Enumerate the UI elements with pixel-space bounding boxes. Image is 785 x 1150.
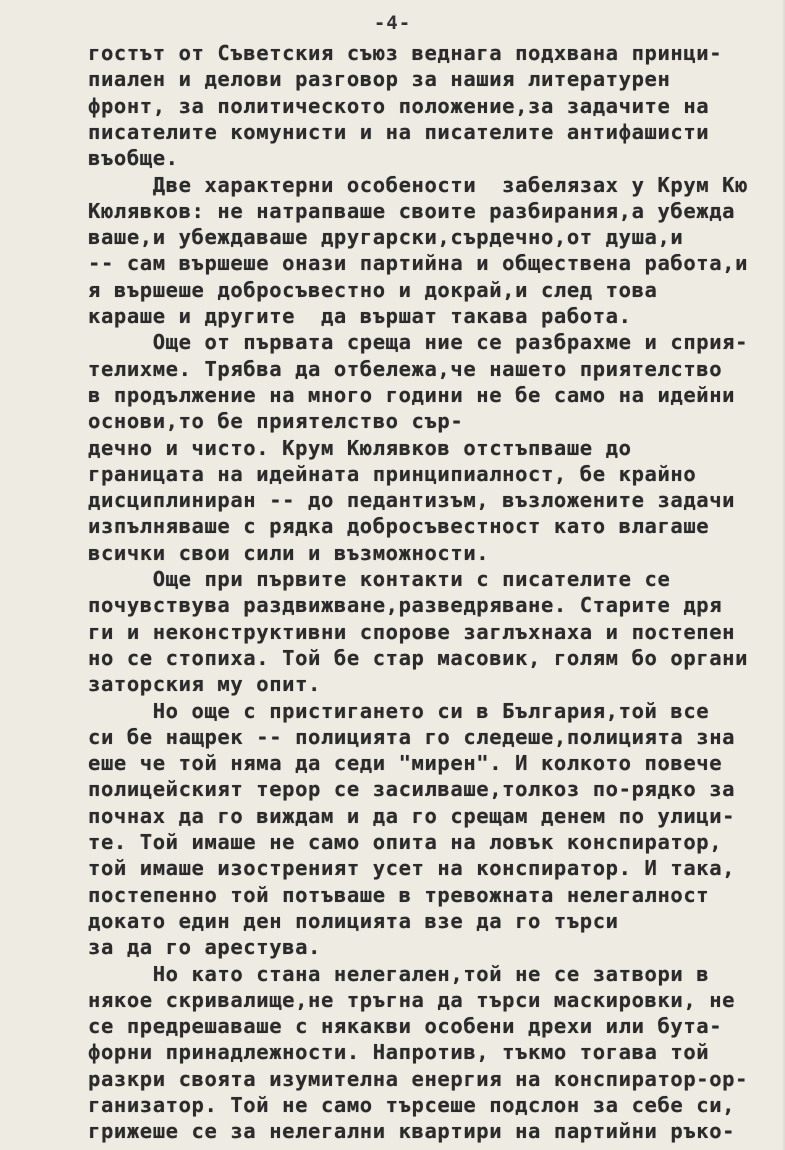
text-line: въобще. <box>88 146 179 170</box>
text-line: Но още с пристигането си в България,той все <box>88 699 710 723</box>
text-line: Още от първата среща ние се разбрахме и сприя- <box>88 330 749 354</box>
text-line: гостът от Съветския съюз веднага подхвана принци- <box>88 41 723 65</box>
text-line: телихме. Трябва да отбележа,че нашето приятелство <box>88 357 723 381</box>
text-line: той имаше изостреният усет на конспиратор. И така, <box>88 856 736 880</box>
text-line: границата на идейната принципиалност, бе крайно <box>88 462 697 486</box>
text-line: Две характерни особености забелязах у Крум Кю <box>88 173 749 197</box>
text-line: постепенно той потъваше в тревожната нелегалност <box>88 883 710 907</box>
text-line: разкри своята изумителна енергия на конспиратор-ор- <box>88 1067 749 1091</box>
page-number: -4- <box>373 12 412 34</box>
text-line: караше и другите да вършат такава работа. <box>88 304 632 328</box>
text-line: писателите комунисти и на писателите антифашисти <box>88 120 710 144</box>
text-line: докато един ден полицията взе да го търси <box>88 909 619 933</box>
text-line: полицейският терор се засилваше,толкоз по-рядко за <box>88 777 736 801</box>
text-line: всички свои сили и възможности. <box>88 541 490 565</box>
text-line: дисциплиниран -- до педантизъм, възложените задачи <box>88 488 736 512</box>
text-line: Още при първите контакти с писателите се <box>88 567 671 591</box>
text-line: я вършеше добросъвестно и докрай,и след това <box>88 278 658 302</box>
text-line: основи,то бе приятелство сър- <box>88 409 464 433</box>
text-line: почувствува раздвижване,разведряване. Старите дря <box>88 593 723 617</box>
text-line: но се стопиха. Той бе стар масовик, голям бо органи <box>88 646 749 670</box>
text-line: Кюлявков: не натрапваше своите разбирания,а убежда <box>88 199 736 223</box>
text-line: ваше,и убеждаваше другарски,сърдечно,от душа,и <box>88 225 684 249</box>
text-line: -- сам вършеше онази партийна и обществена работа,и <box>88 251 749 275</box>
text-line: в продължение на много години не бе само на идейни <box>88 383 736 407</box>
text-line: някое скривалище,не тръгна да търси маскировки, не <box>88 988 736 1012</box>
text-line: ганизатор. Той не само търсеше подслон за себе си, <box>88 1093 736 1117</box>
text-line: изпълняваше с рядка добросъвестност като влагаше <box>88 514 710 538</box>
text-line: ги и неконструктивни спорове заглъхнаха и постепен <box>88 620 736 644</box>
text-line: форни принадлежности. Напротив, тъкмо тогава той <box>88 1040 710 1064</box>
text-line: за да го арестува. <box>88 935 321 959</box>
text-line: дечно и чисто. Крум Кюлявков отстъпваше до <box>88 436 632 460</box>
text-line: почнах да го виждам и да го срещам денем по улици- <box>88 804 736 828</box>
text-line: грижеше се за нелегални квартири на партийни ръко- <box>88 1119 736 1143</box>
text-line: Но като стана нелегален,той не се затвори в <box>88 962 710 986</box>
text-line: те. Той имаше не само опита на ловък конспиратор, <box>88 830 723 854</box>
text-line: пиален и делови разговор за нашия литературен <box>88 67 671 91</box>
text-line: заторския му опит. <box>88 672 321 696</box>
text-line: фронт, за политическото положение,за задачите на <box>88 94 710 118</box>
text-line: си бе нащрек -- полицията го следеше,полицията зна <box>88 725 736 749</box>
text-line: еше че той няма да седи "мирен". И колкото повече <box>88 751 723 775</box>
text-line: се предрешаваше с някакви особени дрехи или бута- <box>88 1014 723 1038</box>
